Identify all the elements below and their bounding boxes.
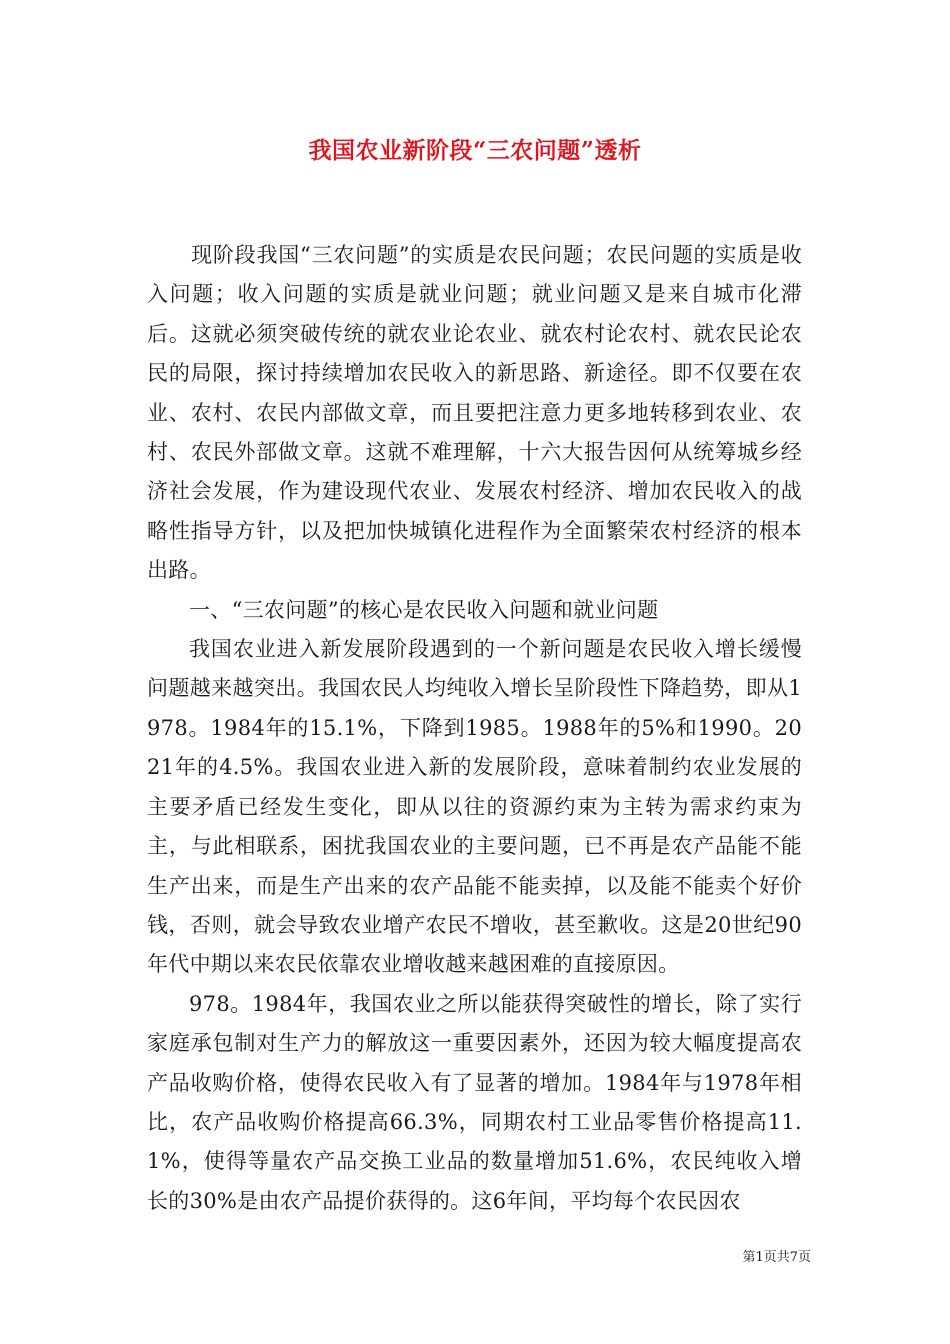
paragraph-income-growth: 我国农业进入新发展阶段遇到的一个新问题是农民收入增长缓慢问题越来越突出。我国农民人均纯收入增长呈阶段性下降趋势，即从1978。1984年的15.1%，下降到1985。1988年的5%和1990。2021年的4.5%。我国农业进入新的发展阶段，意味着制约农业发展的主要矛盾已经发生变化，即从以往的资源约束为主转为需求约束为主，与此相联系，困扰我国农业的主要问题，已不再是农产品能不能生产出来，而是生产出来的农产品能不能卖掉，以及能不能卖个好价钱，否则，就会导致农业增产农民不增收，甚至歉收。这是20世纪90年代中期以来农民依靠农业增收越来越困难的直接原因。 — [147, 637, 802, 977]
section-heading-1: 一、“三农问题”的核心是农民收入问题和就业问题 — [189, 597, 659, 622]
document-body — [147, 236, 802, 1221]
paragraph-price-increase: 978。1984年，我国农业之所以能获得突破性的增长，除了实行家庭承包制对生产力的解放这一重要因素外，还因为较大幅度提高农产品收购价格，使得农民收入有了显著的增加。1984年与1978年相比，农产品收购价格提高66.3%，同期农村工业品零售价格提高11.1%，使得等量农产品交换工业品的数量增加51.6%，农民纯收入增长的30%是由农产品提价获得的。这6年间，平均每个农民因农 — [147, 991, 802, 1213]
page-number-footer: 第1页共7页 — [742, 1250, 811, 1265]
paragraph-intro: 现阶段我国“三农问题”的实质是农民问题；农民问题的实质是收入问题；收入问题的实质是就业问题；就业问题又是来自城市化滞后。这就必须突破传统的就农业论农业、就农村论农村、就农民论农民的局限，探讨持续增加农民收入的新思路、新途径。即不仅要在农业、农村、农民内部做文章，而且要把注意力更多地转移到农业、农村、农民外部做文章。这就不难理解，十六大报告因何从统筹城乡经济社会发展，作为建设现代农业、发展农村经济、增加农民收入的战略性指导方针，以及把加快城镇化进程作为全面繁荣农村经济的根本出路。 — [147, 243, 802, 583]
document-title: 我国农业新阶段“三农问题”透析 — [308, 137, 642, 164]
